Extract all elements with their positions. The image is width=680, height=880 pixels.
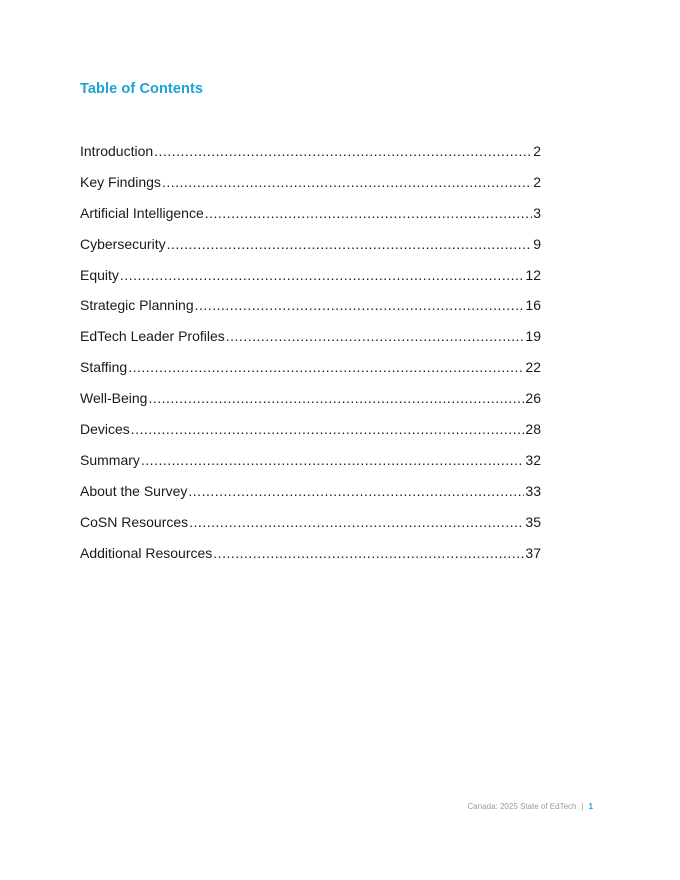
toc-entry-artificial-intelligence[interactable] [80,204,541,235]
toc-entry-label: About the Survey [80,482,188,499]
toc-entry-page: 33 [525,482,541,499]
toc-dot-leader [189,513,524,531]
toc-dot-leader [154,142,532,160]
toc-dot-leader [131,420,525,438]
toc-entry-page: 35 [525,513,541,530]
toc-entry-label: Cybersecurity [80,235,166,252]
toc-entry-key-findings[interactable] [80,173,541,204]
toc-entry-staffing[interactable] [80,358,541,389]
toc-dot-leader [141,451,525,469]
toc-entry-strategic-planning[interactable] [80,296,541,327]
toc-entry-additional-resources[interactable] [80,544,541,575]
toc-entry-cosn-resources[interactable] [80,513,541,544]
toc-entry-page: 22 [525,359,541,376]
toc-title: Table of Contents [80,81,204,97]
toc-dot-leader [213,544,524,562]
toc-entry-label: Equity [80,266,119,283]
toc-entry-devices[interactable] [80,420,541,451]
toc-entry-cybersecurity[interactable] [80,235,541,266]
toc-dot-leader [120,266,525,284]
toc-entry-label: Additional Resources [80,544,213,561]
toc-entry-page: 32 [525,451,541,468]
footer-document-title: Canada: 2025 State of EdTech [467,802,577,811]
toc-entry-page: 28 [525,421,541,438]
toc-list [80,142,541,574]
toc-entry-label: Introduction [80,143,154,159]
toc-entry-page: 26 [525,390,541,407]
toc-dot-leader [167,235,533,253]
toc-entry-introduction[interactable] [80,142,541,173]
toc-entry-page: 9 [533,235,541,252]
toc-entry-page: 2 [533,143,541,159]
toc-entry-page: 3 [533,204,541,221]
toc-entry-label: EdTech Leader Profiles [80,328,225,345]
toc-entry-well-being[interactable] [80,389,541,420]
toc-entry-label: Devices [80,421,130,438]
toc-entry-about-the-survey[interactable] [80,482,541,513]
toc-dot-leader [226,327,525,345]
toc-entry-page: 19 [525,328,541,345]
toc-entry-label: Summary [80,451,140,468]
page-footer [468,801,594,813]
toc-entry-label: Key Findings [80,173,161,190]
toc-dot-leader [128,358,524,376]
toc-entry-edtech-leader-profiles[interactable] [80,327,541,358]
toc-dot-leader [195,296,525,314]
toc-dot-leader [188,482,524,500]
toc-entry-page: 2 [533,173,541,190]
toc-entry-label: Artificial Intelligence [80,204,204,221]
toc-entry-equity[interactable] [80,266,541,297]
toc-dot-leader [162,173,532,191]
toc-dot-leader [205,204,532,222]
footer-separator: | [581,802,584,811]
toc-entry-label: Staffing [80,359,128,376]
toc-entry-label: CoSN Resources [80,513,189,530]
toc-entry-page: 37 [525,544,541,561]
toc-entry-label: Strategic Planning [80,297,194,314]
toc-entry-page: 16 [525,297,541,314]
toc-entry-label: Well-Being [80,390,148,407]
toc-entry-summary[interactable] [80,451,541,482]
footer-page-number: 1 [588,802,593,811]
toc-dot-leader [148,389,524,407]
toc-entry-page: 12 [525,266,541,283]
